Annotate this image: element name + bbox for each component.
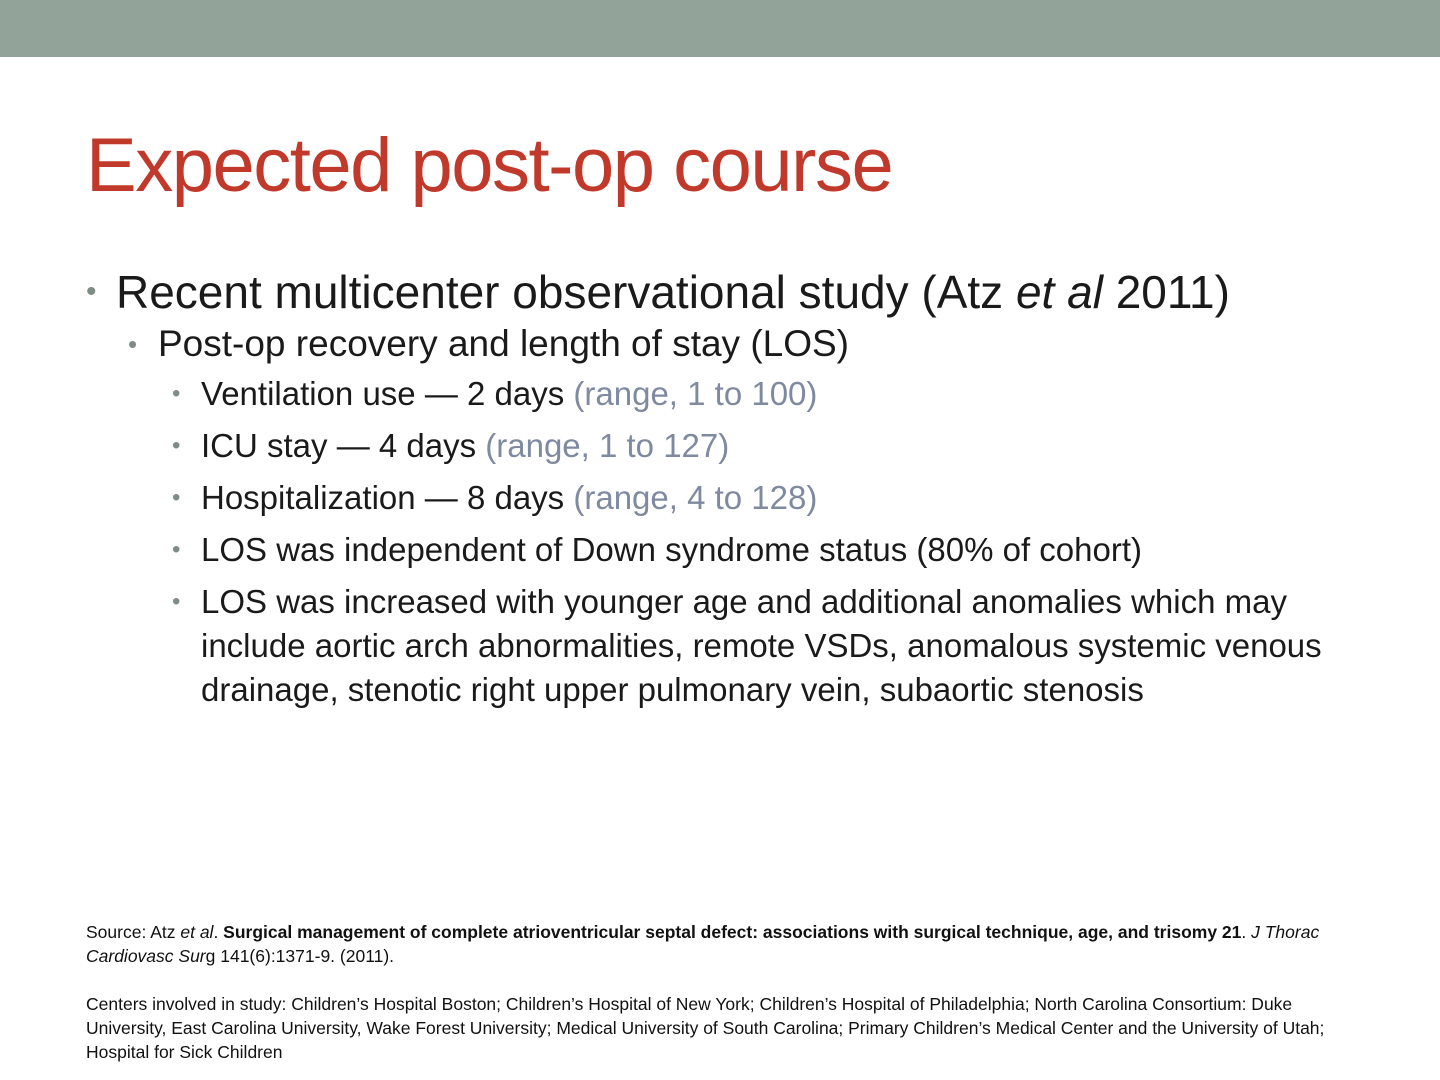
bullet-study-text: Recent multicenter observational study (Atz [116, 266, 1016, 318]
bullet-ventilation [172, 372, 1356, 416]
bullet-hospitalization [172, 476, 1356, 520]
bullet-down-syndrome [172, 528, 1356, 572]
bullet-dot: • [86, 275, 97, 308]
source-dot: . [213, 922, 224, 942]
bullet-age-anomalies [172, 580, 1356, 712]
bullet-study-year: 2011) [1102, 266, 1230, 318]
source-citation [86, 920, 1326, 968]
bullet-ventilation-range: (range, 1 to 100) [573, 375, 818, 412]
bullet-icu-text: ICU stay — 4 days [201, 427, 486, 464]
bullet-recovery-text: Post-op recovery and length of stay (LOS) [158, 323, 850, 364]
source-et-al: et al [180, 922, 214, 942]
bullet-dot: • [172, 536, 181, 563]
bullet-icu-range: (range, 1 to 127) [485, 427, 730, 464]
bullet-dot: • [172, 484, 181, 511]
bullet-icu [172, 424, 1356, 468]
bullet-hospitalization-range: (range, 4 to 128) [573, 479, 818, 516]
bullet-dot: • [172, 380, 181, 407]
source-dot-2: . [1241, 922, 1252, 942]
bullet-dot: • [172, 588, 181, 615]
source-article-title: Surgical management of complete atrioventricular septal defect: associations with surgical technique, age, and trisomy 21 [223, 922, 1242, 942]
bullet-ventilation-text: Ventilation use — 2 days [201, 375, 574, 412]
study-centers-note: Centers involved in study: Children’s Hospital Boston; Children’s Hospital of New York; Children’s Hospital of Philadelphia; North Carolina Consortium: Duke University, East Carolina University, Wake Forest University; Medical University of South Carolina; Primary Children’s Medical Center and the University of Utah; Hospital for Sick Children [86, 994, 1325, 1062]
source-citation-details: g 141(6):1371-9. (2011). [205, 946, 395, 966]
bullet-dot: • [128, 329, 138, 359]
bullet-down-syndrome-text: LOS was independent of Down syndrome status (80% of cohort) [201, 531, 1142, 568]
bullet-dot: • [172, 432, 181, 459]
source-prefix: Source: Atz [86, 922, 181, 942]
bullet-age-anomalies-text: LOS was increased with younger age and additional anomalies which may include aortic arch abnormalities, remote VSDs, anomalous systemic venous drainage, stenotic right upper pulmonary vein, subaortic stenosis [201, 583, 1322, 708]
source-journal: J Thorac Cardiovasc Sur [86, 922, 1320, 966]
header-bar [0, 0, 1440, 57]
slide-title: Expected post-op course [86, 123, 893, 208]
bullet-study-et-al: et al [1015, 266, 1103, 318]
bullet-study [86, 266, 1356, 318]
bullet-hospitalization-text: Hospitalization — 8 days [201, 479, 574, 516]
bullet-list [86, 266, 1356, 720]
bullet-recovery [128, 322, 1356, 366]
